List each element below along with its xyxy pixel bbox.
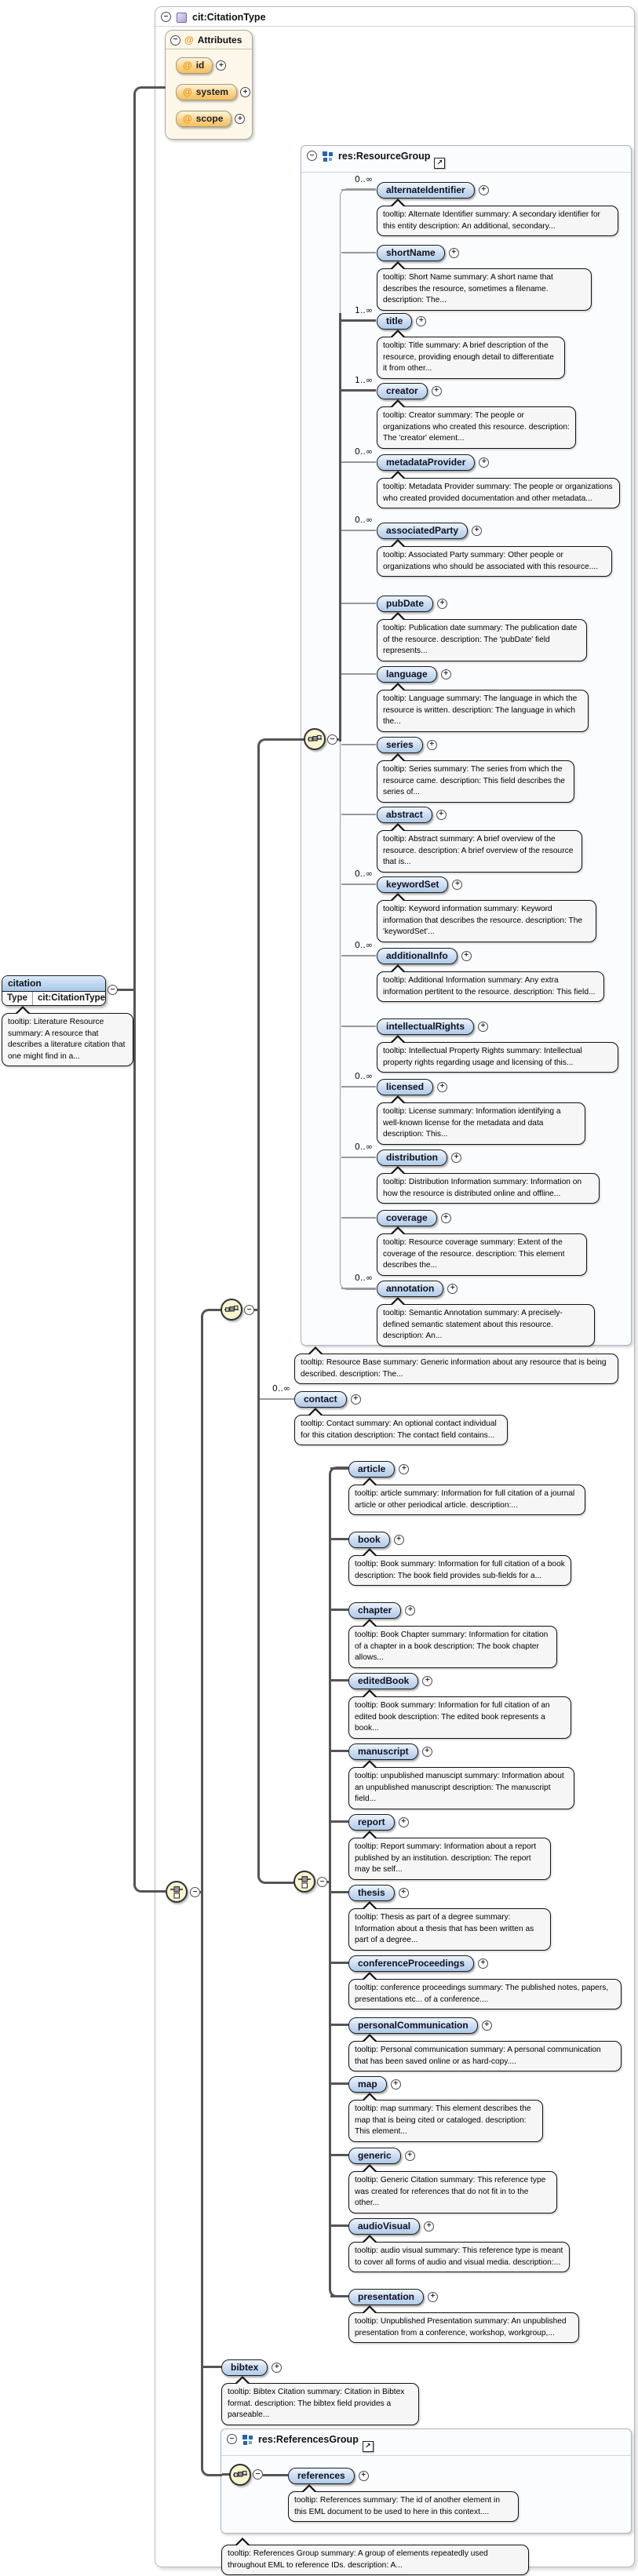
complex-type-icon bbox=[177, 13, 187, 23]
element-row bbox=[348, 2217, 434, 2235]
expand-icon[interactable]: + bbox=[391, 2079, 401, 2090]
expand-icon[interactable]: + bbox=[422, 1676, 432, 1686]
element-contact[interactable]: contact bbox=[294, 1391, 347, 1408]
tooltip-chapter: tooltip: Book Chapter summary: Information for citation of a chapter in a book description: The book chapter allows... bbox=[348, 1626, 557, 1668]
cardinality-label: 0..∞ bbox=[354, 869, 373, 879]
citation-title: citation bbox=[2, 976, 105, 992]
cardinality-label: 0..∞ bbox=[272, 1383, 290, 1394]
connector-line bbox=[341, 389, 376, 392]
element-report[interactable]: report bbox=[348, 1814, 395, 1831]
element-row bbox=[348, 1531, 404, 1548]
attribute-system[interactable] bbox=[176, 84, 237, 100]
tooltip-personalCommunication: tooltip: Personal communication summary: A personal communication that has been saved online or as hard-copy.... bbox=[348, 2041, 622, 2071]
expand-icon[interactable]: + bbox=[235, 114, 245, 124]
expand-icon[interactable]: + bbox=[437, 599, 447, 609]
expand-icon[interactable]: + bbox=[405, 2151, 415, 2161]
attribute-name: id bbox=[195, 60, 205, 71]
tooltip-editedBook: tooltip: Book summary: Information for full citation of an edited book description: The edited book represents a book... bbox=[348, 1696, 571, 1739]
tooltip-report: tooltip: Report summary: Information about a report published by an institution. description: The report may be self... bbox=[348, 1838, 551, 1880]
cardinality-label: 0..∞ bbox=[354, 1273, 373, 1283]
element-additionalInfo[interactable]: additionalInfo bbox=[377, 948, 458, 964]
element-annotation[interactable]: annotation bbox=[377, 1281, 443, 1297]
attribute-at-icon: @ bbox=[184, 35, 194, 46]
collapse-icon[interactable]: − bbox=[227, 2434, 237, 2444]
connector-rail bbox=[201, 1309, 222, 2476]
element-row bbox=[354, 1142, 461, 1166]
connector-line bbox=[341, 252, 376, 253]
element-row bbox=[348, 2147, 415, 2164]
attributes-list bbox=[166, 49, 252, 127]
expand-icon[interactable]: + bbox=[399, 1888, 409, 1898]
complex-type-header bbox=[155, 7, 634, 27]
element-citation[interactable] bbox=[2, 975, 106, 1006]
collapse-icon[interactable]: − bbox=[317, 1877, 327, 1887]
collapse-icon[interactable]: − bbox=[307, 151, 317, 161]
collapse-icon[interactable]: − bbox=[161, 12, 171, 22]
cardinality-label: 1..∞ bbox=[354, 375, 373, 385]
element-row bbox=[354, 446, 489, 471]
expand-icon[interactable]: + bbox=[478, 1958, 488, 1969]
choice-icon[interactable] bbox=[166, 1881, 188, 1903]
element-intellectualRights[interactable]: intellectualRights bbox=[377, 1018, 474, 1035]
tooltip-generic: tooltip: Generic Citation summary: This reference type was created for references that do not fit in to the other... bbox=[348, 2171, 557, 2213]
tooltip-audioVisual: tooltip: audio visual summary: This reference type is meant to cover all forms of audio and visual media. description:... bbox=[348, 2242, 570, 2272]
element-row bbox=[348, 2017, 492, 2034]
element-row bbox=[348, 1813, 409, 1831]
expand-icon[interactable]: + bbox=[240, 87, 250, 97]
expand-icon[interactable]: + bbox=[437, 1082, 447, 1092]
references-group-title: res:ReferencesGroup bbox=[258, 2434, 359, 2445]
element-row bbox=[377, 806, 447, 823]
tooltip-annotation: tooltip: Semantic Annotation summary: A precisely-defined semantic statement about this resource. description: An... bbox=[377, 1304, 595, 1346]
tooltip-references-group: tooltip: References Group summary: A group of elements repeatedly used throughout EML to reference IDs. description: A... bbox=[221, 2545, 529, 2575]
element-row bbox=[377, 595, 447, 612]
connector-line bbox=[330, 2224, 348, 2227]
expand-icon[interactable]: + bbox=[472, 526, 482, 536]
element-row bbox=[348, 1601, 415, 1619]
connector-line bbox=[200, 1891, 202, 1893]
element-chapter[interactable]: chapter bbox=[348, 1602, 401, 1619]
attribute-row bbox=[176, 111, 252, 127]
connector-line bbox=[117, 989, 133, 991]
expand-icon[interactable]: + bbox=[216, 60, 226, 71]
expand-icon[interactable]: + bbox=[441, 669, 451, 680]
sequence-icon[interactable] bbox=[229, 2464, 251, 2486]
element-book[interactable]: book bbox=[348, 1532, 390, 1548]
tooltip-alternateIdentifier: tooltip: Alternate Identifier summary: A secondary identifier for this entity description: An additional, secondary... bbox=[377, 206, 618, 236]
element-row bbox=[354, 375, 442, 399]
tooltip-coverage: tooltip: Resource coverage summary: Extent of the coverage of the resource. description: This element describes the... bbox=[377, 1233, 587, 1276]
expand-icon[interactable]: + bbox=[272, 2363, 282, 2373]
tooltip-conferenceProceedings: tooltip: conference proceedings summary: The published notes, papers, presentations etc... of a conference.... bbox=[348, 1979, 622, 2009]
group-icon bbox=[242, 2435, 253, 2445]
connector-line bbox=[337, 738, 341, 741]
element-personalCommunication[interactable]: personalCommunication bbox=[348, 2017, 478, 2034]
element-row bbox=[377, 1018, 488, 1035]
tooltip-references: tooltip: References summary: The id of another element in this EML document to be used to here in this context.... bbox=[288, 2491, 519, 2522]
open-link-icon[interactable]: ↗ bbox=[434, 158, 445, 169]
tooltip-book: tooltip: Book summary: Information for full citation of a book description: The book field provides sub-fields for a... bbox=[348, 1555, 571, 1586]
tooltip-metadataProvider: tooltip: Metadata Provider summary: The people or organizations who created provided documentation and other metadata... bbox=[377, 478, 620, 508]
tooltip-additionalInfo: tooltip: Additional Information summary: Any extra information pertitent to the resource. description: This field... bbox=[377, 971, 604, 1002]
tooltip-manuscript: tooltip: unpublished manuscipt summary: Information about an unpublished manuscript description: The manuscript field... bbox=[348, 1767, 574, 1809]
tooltip-series: tooltip: Series summary: The series from which the resource came. description: This field describes the series of... bbox=[377, 760, 574, 803]
expand-icon[interactable]: + bbox=[432, 386, 442, 396]
connector-line bbox=[330, 1609, 348, 1611]
element-row bbox=[348, 2288, 438, 2305]
expand-icon[interactable]: + bbox=[479, 457, 489, 468]
expand-icon[interactable]: + bbox=[394, 1535, 404, 1545]
connector-line bbox=[341, 1026, 376, 1027]
element-alternateIdentifier[interactable]: alternateIdentifier bbox=[377, 182, 475, 199]
element-article[interactable]: article bbox=[348, 1461, 395, 1477]
connector-line bbox=[341, 814, 376, 815]
element-row bbox=[348, 1884, 409, 1901]
attribute-row bbox=[176, 84, 252, 100]
connector-line bbox=[263, 2474, 288, 2476]
element-row bbox=[354, 1273, 458, 1297]
open-link-icon[interactable]: ↗ bbox=[363, 2441, 374, 2452]
tooltip-presentation: tooltip: Unpublished Presentation summary: An unpublished presentation from a conference, workshop, workgroup,... bbox=[348, 2312, 579, 2343]
expand-icon[interactable]: + bbox=[449, 248, 459, 258]
expand-icon[interactable]: + bbox=[399, 1464, 409, 1474]
tooltip-distribution: tooltip: Distribution Information summary: Information on how the resource is distributed online and offline... bbox=[377, 1173, 600, 1204]
element-row bbox=[354, 1071, 447, 1095]
expand-icon[interactable]: + bbox=[461, 951, 472, 961]
element-abstract[interactable]: abstract bbox=[377, 807, 432, 823]
connector-line bbox=[341, 955, 376, 956]
element-metadataProvider[interactable]: metadataProvider bbox=[377, 454, 475, 471]
cardinality-label: 0..∞ bbox=[354, 1142, 373, 1152]
element-language[interactable]: language bbox=[377, 666, 437, 683]
expand-icon[interactable]: + bbox=[351, 1394, 361, 1405]
element-row bbox=[348, 1743, 432, 1760]
tooltip-licensed: tooltip: License summary: Information identifying a well-known license for the metadata and data description: This... bbox=[377, 1102, 585, 1145]
connector-line bbox=[254, 1309, 258, 1311]
attribute-at-icon: @ bbox=[183, 60, 192, 71]
expand-icon[interactable]: + bbox=[405, 1605, 415, 1616]
element-bibtex[interactable]: bibtex bbox=[221, 2359, 268, 2376]
element-row bbox=[377, 736, 437, 753]
element-associatedParty[interactable]: associatedParty bbox=[377, 523, 468, 539]
connector-rail bbox=[340, 188, 376, 1290]
sequence-icon[interactable] bbox=[304, 728, 326, 750]
element-row bbox=[377, 1209, 451, 1226]
connector-line bbox=[327, 1881, 330, 1883]
element-generic[interactable]: generic bbox=[348, 2148, 401, 2164]
expand-icon[interactable]: + bbox=[428, 2292, 438, 2302]
element-pubDate[interactable]: pubDate bbox=[377, 596, 433, 612]
tooltip-resource-group: tooltip: Resource Base summary: Generic information about any resource that is being described. description: The... bbox=[294, 1354, 618, 1384]
element-keywordSet[interactable]: keywordSet bbox=[377, 876, 448, 893]
attribute-row bbox=[176, 57, 252, 74]
expand-icon[interactable]: + bbox=[436, 810, 447, 820]
attributes-title: Attributes bbox=[197, 35, 242, 46]
element-distribution[interactable]: distribution bbox=[377, 1150, 447, 1166]
connector-line bbox=[330, 2154, 348, 2156]
connector-line bbox=[330, 1750, 348, 1752]
element-manuscript[interactable]: manuscript bbox=[348, 1743, 418, 1760]
tooltip-pubDate: tooltip: Publication date summary: The publication date of the resource. description: The 'pubDate' field represents... bbox=[377, 619, 587, 661]
cardinality-label: 1..∞ bbox=[354, 305, 373, 315]
group-icon bbox=[323, 151, 333, 162]
cardinality-label: 0..∞ bbox=[354, 1071, 373, 1081]
connector-line bbox=[203, 2366, 221, 2368]
tooltip-intellectualRights: tooltip: Intellectual Property Rights summary: Intellectual property rights regarding usage and licensing of this... bbox=[377, 1042, 618, 1073]
cardinality-label: 0..∞ bbox=[354, 446, 373, 457]
element-coverage[interactable]: coverage bbox=[377, 1210, 437, 1226]
tooltip-bibtex: tooltip: Bibtex Citation summary: Citation in Bibtex format. description: The bibtex field provides a parseable... bbox=[221, 2383, 419, 2425]
resource-group-title: res:ResourceGroup bbox=[338, 151, 431, 162]
collapse-icon[interactable]: − bbox=[170, 35, 180, 46]
element-map[interactable]: map bbox=[348, 2076, 387, 2093]
expand-icon[interactable]: + bbox=[422, 1747, 432, 1757]
tooltip-map: tooltip: map summary: This element describes the map that is being cited or cataloged. description: This element... bbox=[348, 2100, 543, 2142]
expand-icon[interactable]: + bbox=[451, 1153, 461, 1163]
connector-line bbox=[330, 1538, 348, 1540]
expand-icon[interactable]: + bbox=[452, 880, 462, 890]
element-row bbox=[221, 2359, 282, 2376]
element-row bbox=[348, 1460, 409, 1477]
expand-icon[interactable]: + bbox=[427, 740, 437, 750]
connector-line bbox=[330, 2295, 348, 2297]
expand-icon[interactable]: + bbox=[416, 316, 426, 326]
tooltip-title: tooltip: Title summary: A brief description of the resource, providing enough detail to differentiate it from other... bbox=[377, 337, 565, 379]
element-row bbox=[354, 305, 426, 330]
connector-line bbox=[341, 530, 376, 531]
element-presentation[interactable]: presentation bbox=[348, 2289, 424, 2305]
expand-icon[interactable]: + bbox=[482, 2020, 492, 2031]
collapse-icon[interactable]: − bbox=[253, 2469, 263, 2479]
attribute-id[interactable] bbox=[176, 57, 213, 74]
connector-line bbox=[330, 1467, 348, 1470]
attribute-at-icon: @ bbox=[183, 86, 192, 97]
connector-line bbox=[341, 189, 376, 191]
resource-group-header bbox=[301, 146, 631, 173]
tooltip-shortName: tooltip: Short Name summary: A short name that describes the resource, sometimes a filename. description: The... bbox=[377, 268, 592, 311]
element-audioVisual[interactable]: audioVisual bbox=[348, 2218, 420, 2235]
connector-line bbox=[330, 1962, 348, 1964]
element-row bbox=[288, 2467, 369, 2484]
cardinality-label: 0..∞ bbox=[354, 174, 373, 184]
connector-line bbox=[330, 2024, 348, 2026]
connector-rail bbox=[329, 1467, 348, 2297]
element-row bbox=[348, 1672, 432, 1689]
tooltip-contact: tooltip: Contact summary: An optional contact individual for this citation description: The contact field contains... bbox=[294, 1415, 508, 1445]
element-row bbox=[354, 940, 472, 964]
expand-icon[interactable]: + bbox=[424, 2221, 434, 2232]
element-row bbox=[272, 1383, 361, 1408]
connector-line bbox=[341, 1157, 376, 1158]
connector-line bbox=[341, 319, 376, 322]
connector-line bbox=[330, 1891, 348, 1893]
collapse-icon[interactable]: − bbox=[108, 985, 118, 995]
element-conferenceProceedings[interactable]: conferenceProceedings bbox=[348, 1955, 474, 1972]
tooltip-abstract: tooltip: Abstract summary: A brief overview of the resource. description: A brief overview of the resource that is... bbox=[377, 830, 582, 873]
tooltip-associatedParty: tooltip: Associated Party summary: Other people or organizations who should be associated with this resource.... bbox=[377, 546, 612, 577]
element-row bbox=[354, 515, 482, 539]
expand-icon[interactable]: + bbox=[479, 185, 489, 195]
element-title[interactable]: title bbox=[377, 313, 412, 330]
connector-line bbox=[341, 461, 376, 463]
connector-line bbox=[330, 1820, 348, 1823]
references-group-header bbox=[221, 2429, 631, 2456]
element-row bbox=[377, 244, 459, 261]
tooltip-language: tooltip: Language summary: The language in which the resource is written. description: The language in which the... bbox=[377, 690, 589, 732]
connector-rail bbox=[339, 313, 341, 741]
connector-rail bbox=[257, 738, 294, 1884]
element-thesis[interactable]: thesis bbox=[348, 1885, 395, 1901]
element-row bbox=[348, 2075, 401, 2093]
attributes-header bbox=[166, 31, 252, 49]
cardinality-label: 0..∞ bbox=[354, 940, 373, 950]
tooltip-thesis: tooltip: Thesis as part of a degree summary: Information about a thesis that has been written as part of a degree... bbox=[348, 1908, 551, 1951]
attribute-name: scope bbox=[195, 113, 224, 124]
expand-icon[interactable]: + bbox=[478, 1022, 488, 1032]
expand-icon[interactable]: + bbox=[399, 1817, 409, 1827]
citation-type-key: Type bbox=[2, 992, 33, 1005]
element-editedBook[interactable]: editedBook bbox=[348, 1673, 418, 1689]
connector-line bbox=[341, 744, 376, 745]
element-row bbox=[354, 174, 489, 199]
element-row bbox=[354, 869, 462, 893]
tooltip-keywordSet: tooltip: Keyword information summary: Keyword information that describes the resource. description: The 'keywordSet'... bbox=[377, 900, 596, 942]
element-licensed[interactable]: licensed bbox=[377, 1079, 433, 1095]
connector-line bbox=[341, 1288, 376, 1289]
connector-rail bbox=[133, 86, 166, 1893]
element-row bbox=[348, 1955, 488, 1972]
choice-icon[interactable] bbox=[293, 1871, 315, 1893]
element-row bbox=[377, 665, 451, 683]
complex-type-title: cit:CitationType bbox=[192, 12, 266, 23]
citation-type-value: cit:CitationType bbox=[38, 993, 106, 1003]
element-series[interactable]: series bbox=[377, 737, 423, 753]
connector-line bbox=[260, 1398, 294, 1400]
connector-line bbox=[341, 1217, 376, 1219]
expand-icon[interactable]: + bbox=[441, 1213, 451, 1223]
collapse-icon[interactable]: − bbox=[327, 734, 337, 745]
tooltip-creator: tooltip: Creator summary: The people or organizations who created this resource. description: The 'creator' element... bbox=[377, 406, 576, 449]
element-shortName[interactable]: shortName bbox=[377, 245, 445, 261]
connector-line bbox=[330, 1679, 348, 1682]
tooltip-citation: tooltip: Literature Resource summary: A resource that describes a literature citation that one might find in a... bbox=[2, 1013, 133, 1066]
connector-line bbox=[341, 884, 376, 885]
element-creator[interactable]: creator bbox=[377, 383, 428, 399]
cardinality-label: 0..∞ bbox=[354, 515, 373, 525]
expand-icon[interactable]: + bbox=[447, 1284, 458, 1294]
tooltip-article: tooltip: article summary: Information for full citation of a journal article or other periodical article. description:... bbox=[348, 1485, 585, 1515]
attributes-panel bbox=[165, 30, 253, 140]
connector-line bbox=[341, 673, 376, 675]
connector-line bbox=[341, 1086, 376, 1088]
connector-line bbox=[341, 603, 376, 604]
expand-icon[interactable]: + bbox=[359, 2471, 369, 2481]
attribute-at-icon: @ bbox=[183, 113, 192, 124]
sequence-icon[interactable] bbox=[221, 1299, 242, 1321]
connector-line bbox=[330, 2082, 348, 2085]
collapse-icon[interactable]: − bbox=[190, 1887, 200, 1897]
element-references[interactable]: references bbox=[288, 2468, 355, 2484]
attribute-name: system bbox=[195, 86, 229, 97]
attribute-scope[interactable] bbox=[176, 111, 232, 127]
collapse-icon[interactable]: − bbox=[244, 1305, 254, 1315]
